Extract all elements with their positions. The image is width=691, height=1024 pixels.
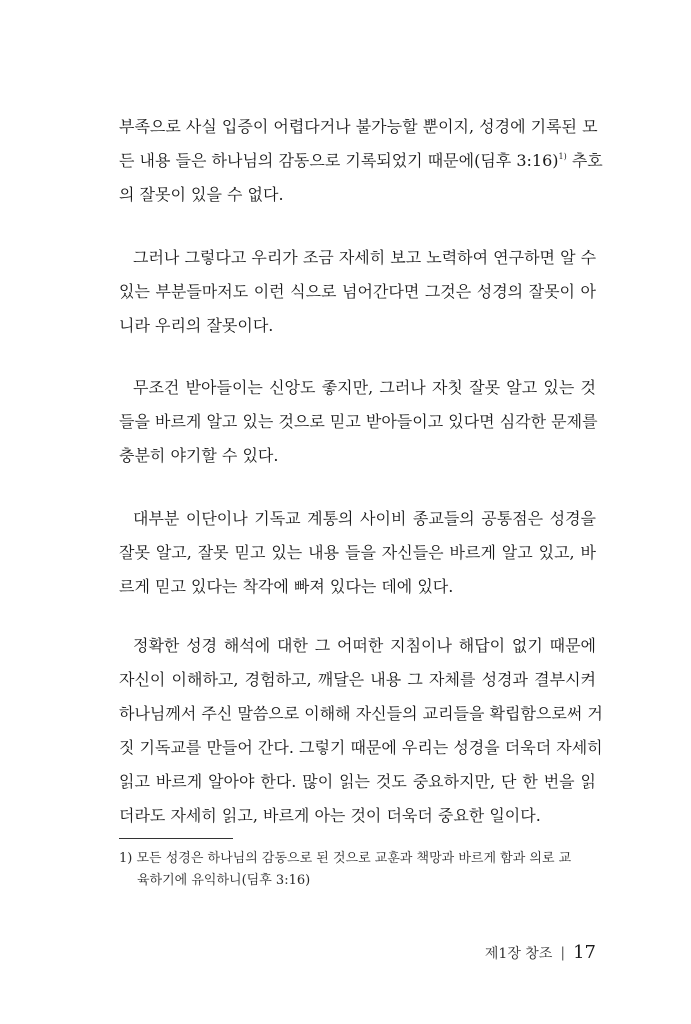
paragraph-2	[119, 241, 596, 343]
paragraph-2-line-2: 있는 부분들마저도 이런 식으로 넘어간다면 그것은 성경의 잘못이 아	[119, 282, 596, 301]
paragraph-5-line-5: 읽고 바르게 알아야 한다. 많이 읽는 것도 중요하지만, 단 한 번을 읽	[119, 772, 596, 791]
paragraph-2-line-1: 그러나 그렇다고 우리가 조금 자세히 보고 노력하여 연구하면 알 수	[133, 248, 597, 267]
paragraph-4-line-2: 잘못 알고, 잘못 믿고 있는 내용 들을 자신들은 바르게 알고 있고, 바	[119, 543, 596, 562]
page-footer	[485, 942, 596, 963]
footnote	[119, 848, 596, 892]
paragraph-1-line-1: 부족으로 사실 입증이 어렵다거나 불가능할 뿐이지, 성경에 기록된 모	[119, 117, 598, 136]
footnote-divider	[119, 838, 233, 839]
footnote-line-1: 1) 모든 성경은 하나님의 감동으로 된 것으로 교훈과 책망과 바르게 함과 의로 교	[119, 851, 572, 866]
paragraph-3-line-3: 충분히 야기할 수 있다.	[119, 446, 279, 465]
paragraph-5-line-2: 자신이 이해하고, 경험하고, 깨달은 내용 그 자체를 성경과 결부시켜	[119, 670, 596, 689]
paragraph-1-line-2-tail: 추호	[566, 151, 603, 170]
paragraph-4-line-1: 대부분 이단이나 기독교 계통의 사이비 종교들의 공통점은 성경을	[133, 509, 596, 528]
paragraph-3	[119, 371, 596, 473]
page-number: 17	[573, 942, 596, 963]
chapter-title: 제1장 창조	[484, 945, 553, 962]
paragraph-1	[119, 110, 603, 212]
footer-separator: |	[560, 944, 566, 961]
paragraph-5-line-6: 더라도 자세히 읽고, 바르게 아는 것이 더욱더 중요한 일이다.	[119, 806, 541, 825]
paragraph-5-line-1: 정확한 성경 해석에 대한 그 어떠한 지침이나 해답이 없기 때문에	[133, 636, 596, 655]
paragraph-5-line-3: 하나님께서 주신 말씀으로 이해해 자신들의 교리들을 확립함으로써 거	[119, 704, 603, 723]
paragraph-3-line-1: 무조건 받아들이는 신앙도 좋지만, 그러나 자칫 잘못 알고 있는 것	[133, 378, 596, 397]
paragraph-4	[119, 502, 596, 604]
paragraph-5	[119, 629, 603, 833]
paragraph-1-line-2-text: 든 내용 들은 하나님의 감동으로 기록되었기 때문에(딤후 3:16)	[119, 151, 559, 170]
paragraph-1-line-3: 의 잘못이 있을 수 없다.	[119, 185, 284, 204]
paragraph-2-line-3: 니라 우리의 잘못이다.	[119, 316, 274, 335]
paragraph-1-line-2	[119, 144, 603, 178]
paragraph-3-line-2: 들을 바르게 알고 있는 것으로 믿고 받아들이고 있다면 심각한 문제를	[119, 412, 598, 431]
footnote-line-2: 육하기에 유익하니(딤후 3:16)	[137, 873, 311, 888]
footnote-reference[interactable]: 1)	[558, 152, 567, 161]
paragraph-4-line-3: 르게 믿고 있다는 착각에 빠져 있다는 데에 있다.	[119, 577, 454, 596]
paragraph-5-line-4: 짓 기독교를 만들어 간다. 그렇기 때문에 우리는 성경을 더욱더 자세히	[119, 738, 603, 757]
